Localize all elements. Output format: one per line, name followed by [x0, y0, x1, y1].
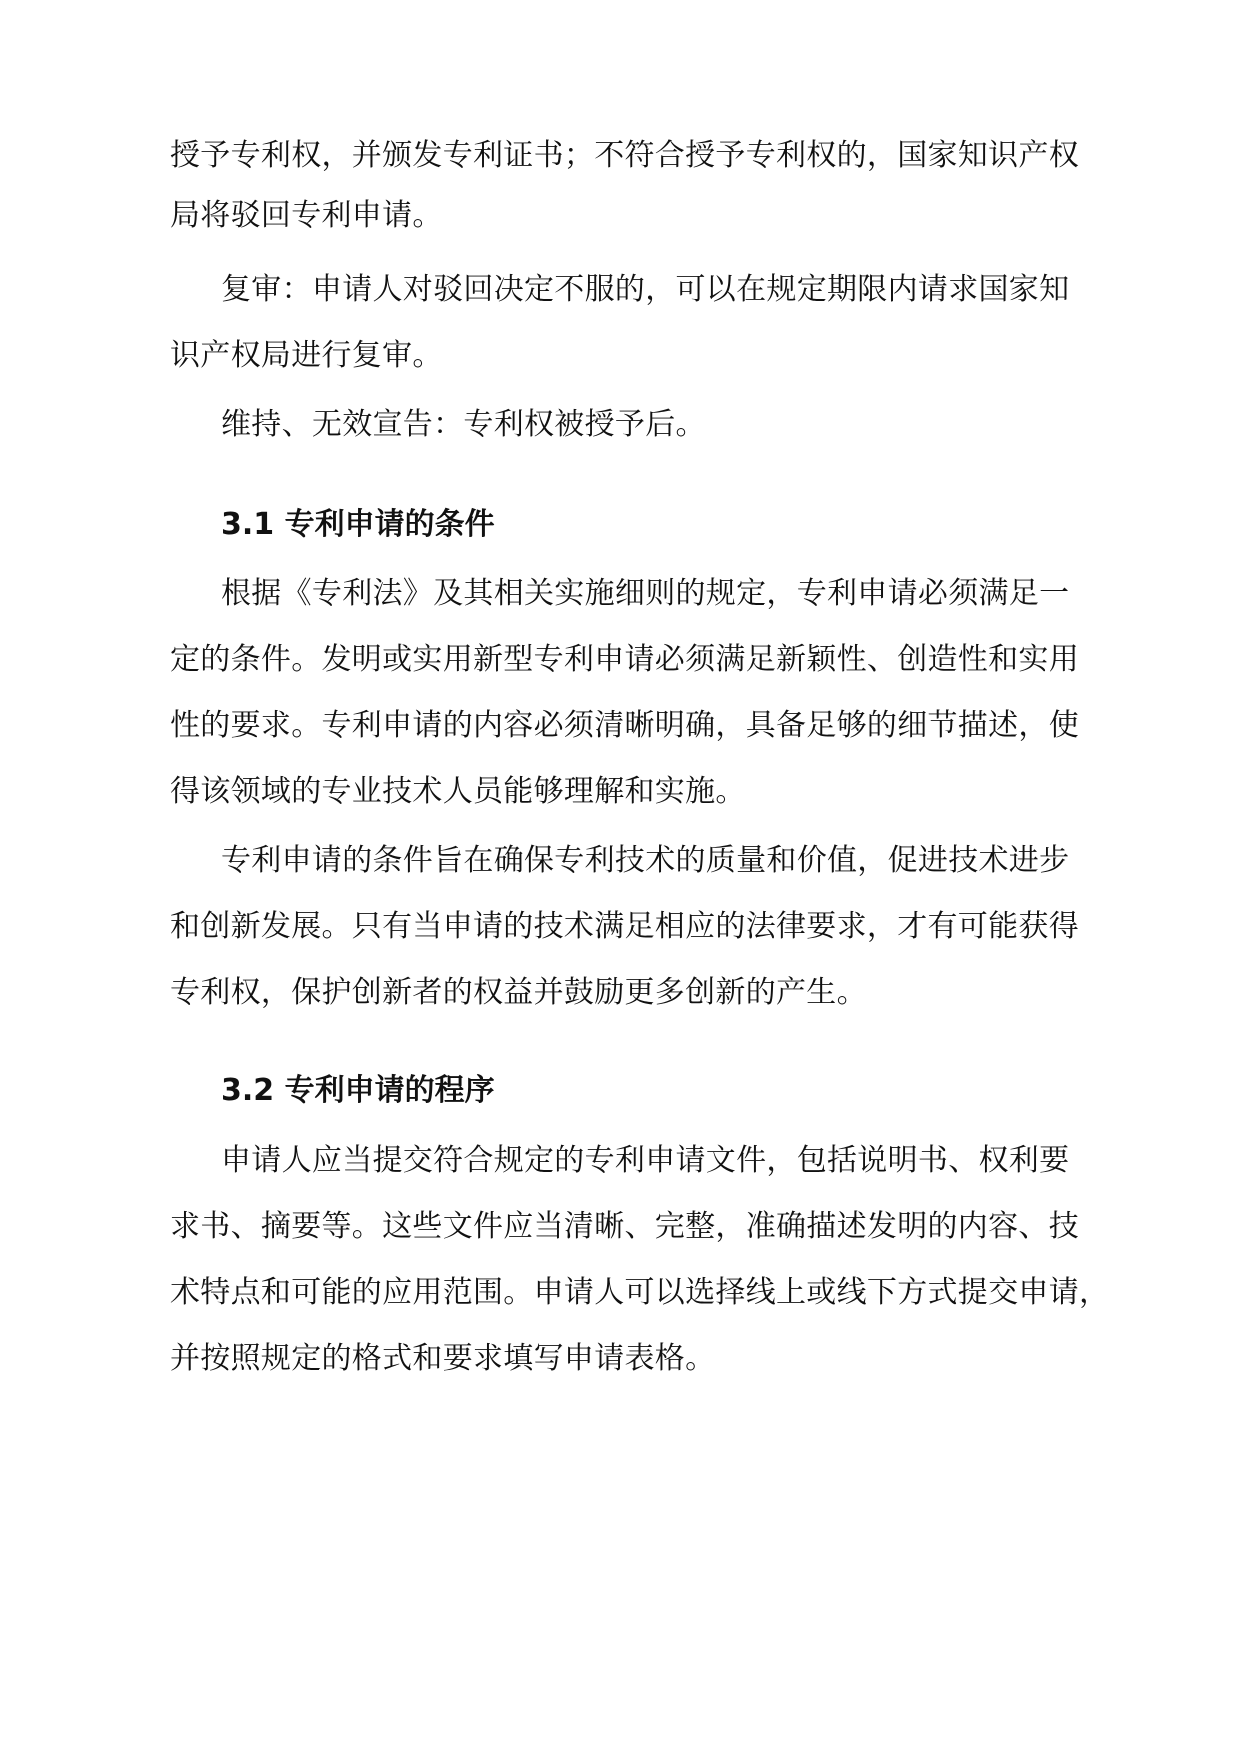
- text-line: 和创新发展。只有当申请的技术满足相应的法律要求，才有可能获得: [170, 909, 1079, 944]
- text-line: 根据《专利法》及其相关实施细则的规定，专利申请必须满足一: [221, 576, 1070, 611]
- section-heading: 3.1 专利申请的条件: [221, 507, 495, 542]
- text-line: 术特点和可能的应用范围。申请人可以选择线上或线下方式提交申请，: [170, 1275, 1110, 1310]
- text-line: 维持、无效宣告：专利权被授予后。: [221, 407, 706, 442]
- text-line: 复审：申请人对驳回决定不服的，可以在规定期限内请求国家知: [221, 272, 1070, 307]
- text-line: 定的条件。发明或实用新型专利申请必须满足新颖性、创造性和实用: [170, 642, 1079, 677]
- section-heading: 3.2 专利申请的程序: [221, 1073, 495, 1108]
- text-line: 并按照规定的格式和要求填写申请表格。: [170, 1341, 716, 1376]
- text-line: 性的要求。专利申请的内容必须清晰明确，具备足够的细节描述，使: [170, 708, 1079, 743]
- text-line: 专利权，保护创新者的权益并鼓励更多创新的产生。: [170, 975, 867, 1010]
- text-line: 专利申请的条件旨在确保专利技术的质量和价值，促进技术进步: [221, 843, 1070, 878]
- text-line: 识产权局进行复审。: [170, 338, 443, 373]
- text-line: 得该领域的专业技术人员能够理解和实施。: [170, 774, 746, 809]
- text-line: 授予专利权，并颁发专利证书；不符合授予专利权的，国家知识产权: [170, 138, 1079, 173]
- text-line: 求书、摘要等。这些文件应当清晰、完整，准确描述发明的内容、技: [170, 1209, 1079, 1244]
- text-line: 申请人应当提交符合规定的专利申请文件，包括说明书、权利要: [221, 1143, 1070, 1178]
- text-line: 局将驳回专利申请。: [170, 198, 443, 233]
